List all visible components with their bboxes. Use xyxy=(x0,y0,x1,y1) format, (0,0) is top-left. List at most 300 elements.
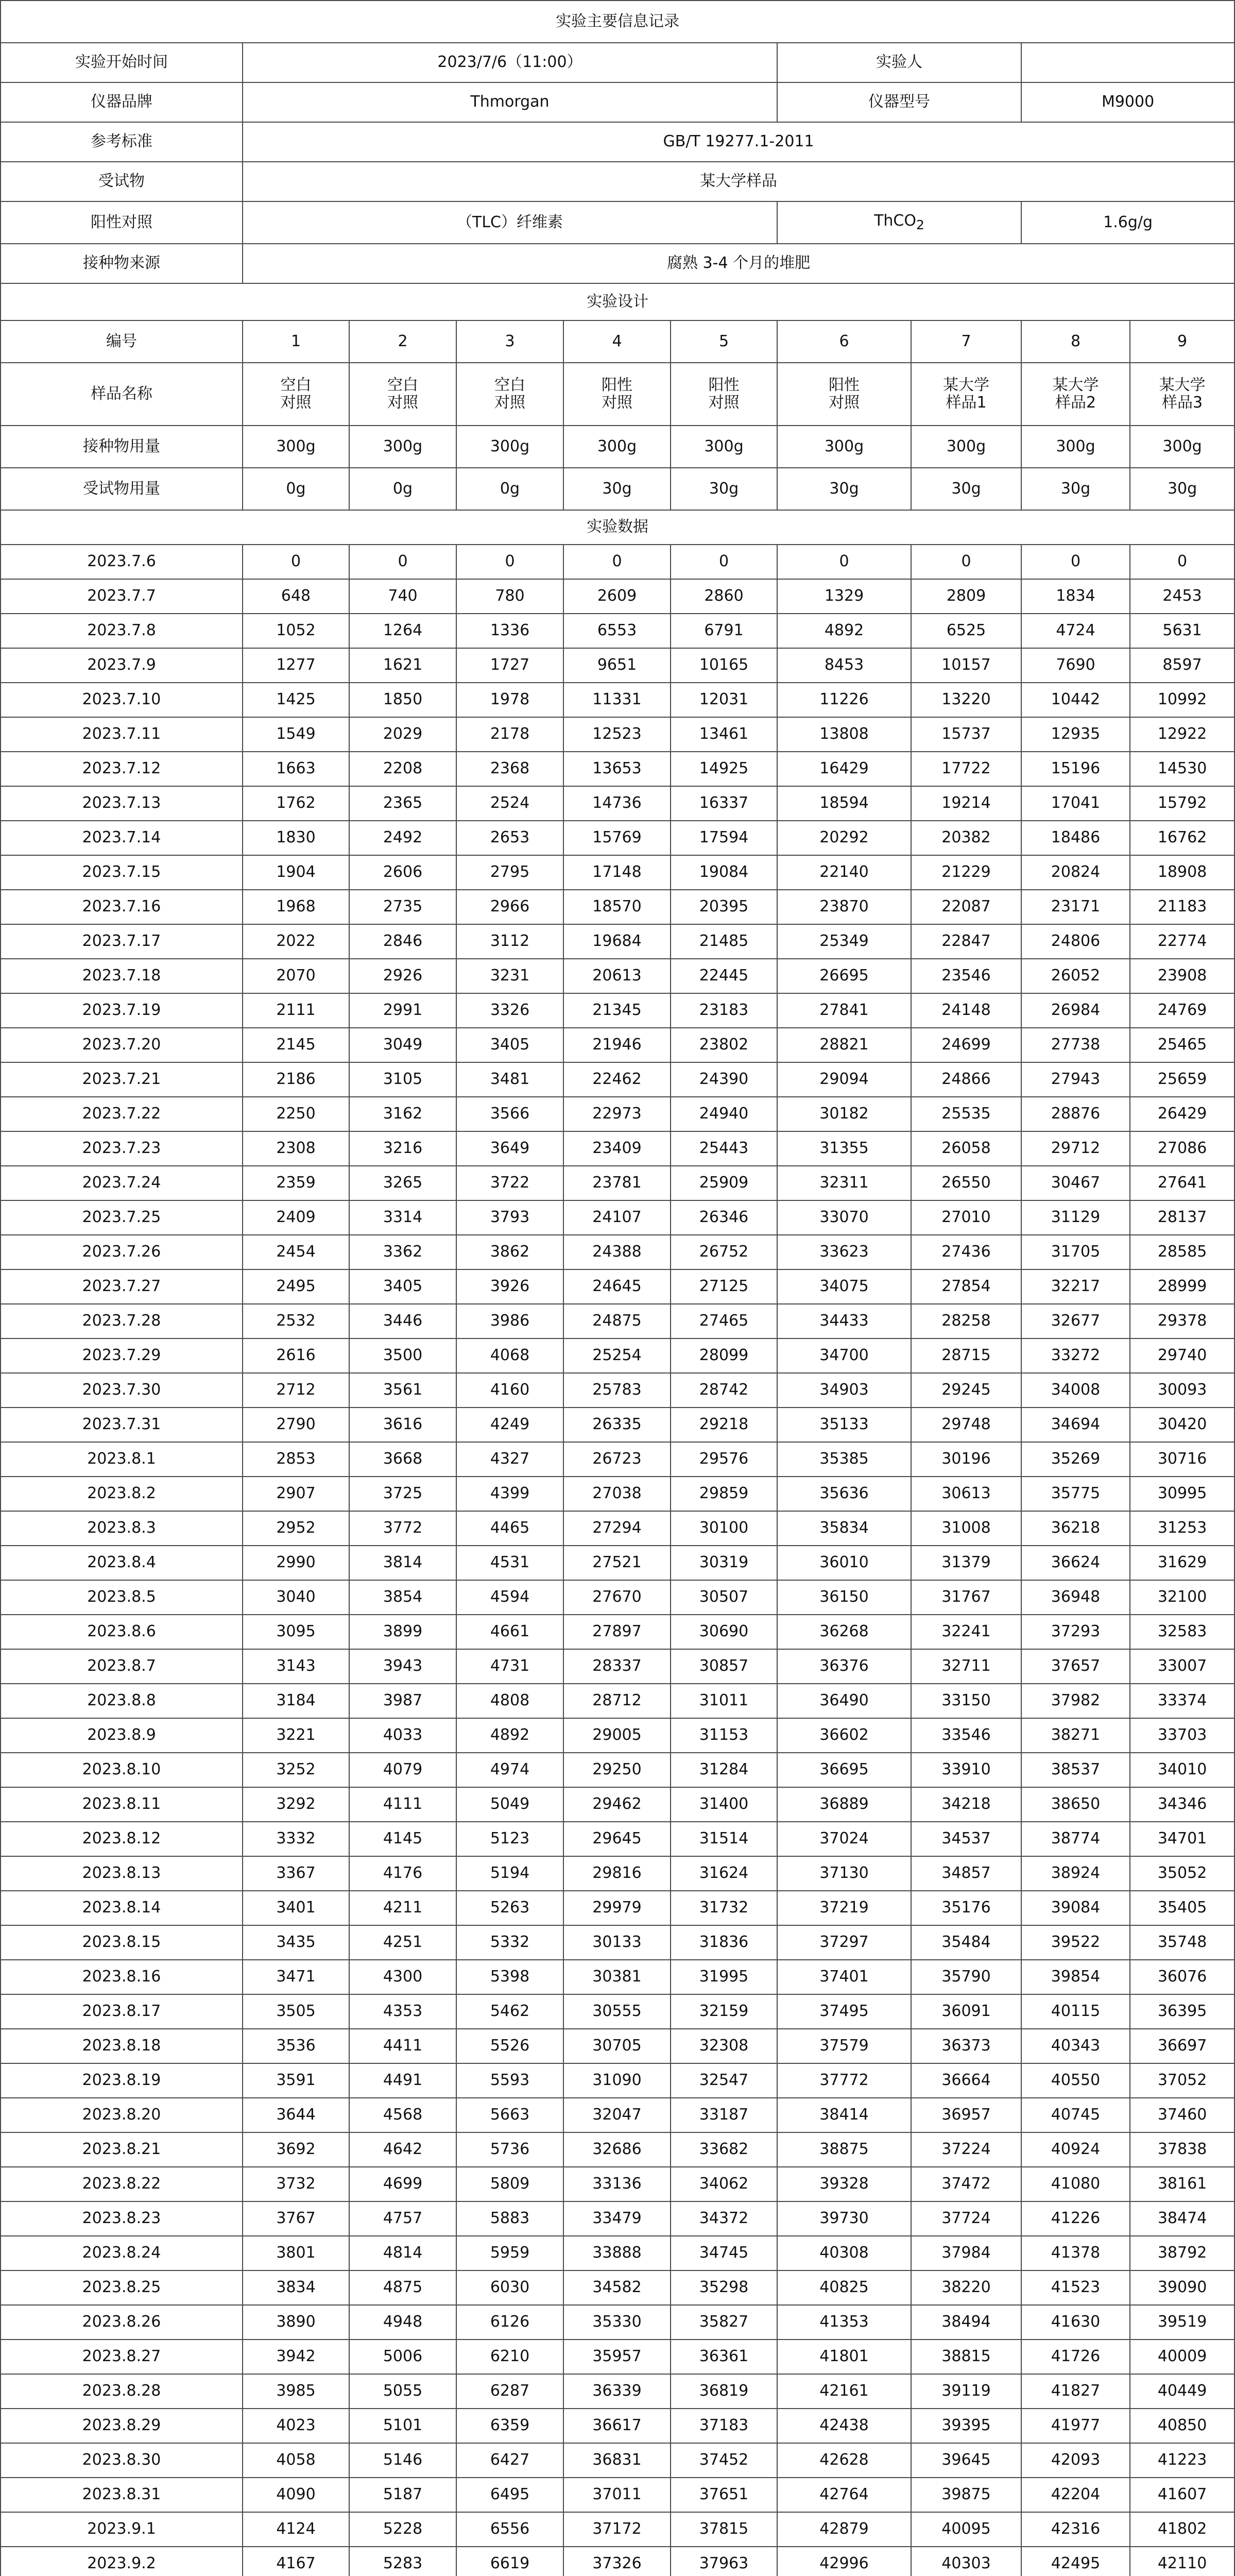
data-value: 740 xyxy=(349,579,456,614)
data-value: 30995 xyxy=(1130,1477,1234,1511)
inoculum-amount: 300g xyxy=(1130,426,1234,468)
data-value: 37052 xyxy=(1130,2063,1234,2098)
design-row-label: 受试物用量 xyxy=(1,468,243,510)
data-value: 29576 xyxy=(671,1442,777,1477)
data-value: 3732 xyxy=(243,2167,349,2201)
data-date: 2023.8.17 xyxy=(1,1994,243,2029)
data-date: 2023.7.24 xyxy=(1,1166,243,1200)
model-value: M9000 xyxy=(1021,82,1234,122)
subject-value: 某大学样品 xyxy=(243,162,1234,201)
data-value: 42316 xyxy=(1021,2512,1130,2547)
data-row xyxy=(1,752,1234,786)
data-value: 6287 xyxy=(456,2374,563,2409)
data-value: 31253 xyxy=(1130,1511,1234,1546)
data-value: 31011 xyxy=(671,1684,777,1718)
data-value: 2409 xyxy=(243,1200,349,1235)
data-row xyxy=(1,2512,1234,2547)
data-value: 22462 xyxy=(563,1062,671,1097)
data-date: 2023.7.14 xyxy=(1,821,243,855)
info-section-title: 实验主要信息记录 xyxy=(1,1,1234,43)
data-value: 26058 xyxy=(911,1131,1021,1166)
data-value: 3854 xyxy=(349,1580,456,1615)
data-value: 41801 xyxy=(777,2340,911,2374)
data-value: 5123 xyxy=(456,1822,563,1856)
data-value: 2795 xyxy=(456,855,563,890)
data-value: 35790 xyxy=(911,1960,1021,1994)
data-value: 4068 xyxy=(456,1338,563,1373)
data-value: 29859 xyxy=(671,1477,777,1511)
data-value: 14530 xyxy=(1130,752,1234,786)
data-value: 16429 xyxy=(777,752,911,786)
data-value: 17041 xyxy=(1021,786,1130,821)
data-value: 31514 xyxy=(671,1822,777,1856)
sample-name xyxy=(911,363,1021,426)
data-date: 2023.8.15 xyxy=(1,1925,243,1960)
data-value: 35834 xyxy=(777,1511,911,1546)
data-value: 30100 xyxy=(671,1511,777,1546)
data-date: 2023.8.8 xyxy=(1,1684,243,1718)
data-value: 4568 xyxy=(349,2098,456,2132)
data-value: 24940 xyxy=(671,1097,777,1131)
data-value: 4974 xyxy=(456,1753,563,1787)
sample-name-line: 阳性 xyxy=(708,376,740,394)
data-value: 38924 xyxy=(1021,1856,1130,1891)
data-value: 38271 xyxy=(1021,1718,1130,1753)
data-value: 17594 xyxy=(671,821,777,855)
design-row-label: 编号 xyxy=(1,320,243,363)
data-value: 28821 xyxy=(777,1028,911,1062)
data-date: 2023.7.15 xyxy=(1,855,243,890)
data-value: 1621 xyxy=(349,648,456,683)
data-value: 32547 xyxy=(671,2063,777,2098)
data-value: 37024 xyxy=(777,1822,911,1856)
data-value: 40850 xyxy=(1130,2409,1234,2443)
data-value: 37815 xyxy=(671,2512,777,2547)
data-value: 4724 xyxy=(1021,614,1130,648)
data-row xyxy=(1,1097,1234,1131)
data-value: 6210 xyxy=(456,2340,563,2374)
data-value: 38650 xyxy=(1021,1787,1130,1822)
data-value: 1052 xyxy=(243,614,349,648)
data-row xyxy=(1,614,1234,648)
data-row xyxy=(1,2029,1234,2063)
data-value: 24107 xyxy=(563,1200,671,1235)
data-value: 3446 xyxy=(349,1304,456,1338)
inoculum-amount: 300g xyxy=(1021,426,1130,468)
sample-name-line: 样品3 xyxy=(1162,394,1203,412)
data-value: 22774 xyxy=(1130,924,1234,959)
data-date: 2023.8.29 xyxy=(1,2409,243,2443)
data-value: 1277 xyxy=(243,648,349,683)
data-row xyxy=(1,1856,1234,1891)
data-value: 34372 xyxy=(671,2201,777,2236)
data-value: 4167 xyxy=(243,2547,349,2576)
sample-name xyxy=(777,363,911,426)
data-value: 36697 xyxy=(1130,2029,1234,2063)
data-date: 2023.8.4 xyxy=(1,1546,243,1580)
data-value: 35827 xyxy=(671,2305,777,2340)
data-row xyxy=(1,1511,1234,1546)
data-value: 30555 xyxy=(563,1994,671,2029)
data-value: 27521 xyxy=(563,1546,671,1580)
data-value: 3591 xyxy=(243,2063,349,2098)
data-value: 3162 xyxy=(349,1097,456,1131)
data-value: 35269 xyxy=(1021,1442,1130,1477)
data-value: 42495 xyxy=(1021,2547,1130,2576)
data-value: 29462 xyxy=(563,1787,671,1822)
data-value: 35052 xyxy=(1130,1856,1234,1891)
data-value: 1425 xyxy=(243,683,349,717)
data-value: 11331 xyxy=(563,683,671,717)
data-value: 5194 xyxy=(456,1856,563,1891)
sample-name-line: 阳性 xyxy=(829,376,860,394)
data-value: 32311 xyxy=(777,1166,911,1200)
data-value: 6495 xyxy=(456,2478,563,2512)
data-value: 4699 xyxy=(349,2167,456,2201)
data-row xyxy=(1,2201,1234,2236)
data-value: 18594 xyxy=(777,786,911,821)
data-value: 34694 xyxy=(1021,1408,1130,1442)
data-value: 28137 xyxy=(1130,1200,1234,1235)
data-value: 37183 xyxy=(671,2409,777,2443)
data-value: 23409 xyxy=(563,1131,671,1166)
data-value: 27436 xyxy=(911,1235,1021,1269)
data-value: 5736 xyxy=(456,2132,563,2167)
data-value: 27738 xyxy=(1021,1028,1130,1062)
data-value: 34346 xyxy=(1130,1787,1234,1822)
data-value: 31379 xyxy=(911,1546,1021,1580)
data-value: 36617 xyxy=(563,2409,671,2443)
data-value: 2712 xyxy=(243,1373,349,1408)
data-value: 4176 xyxy=(349,1856,456,1891)
sample-number: 9 xyxy=(1130,320,1234,363)
data-value: 3252 xyxy=(243,1753,349,1787)
data-value: 2208 xyxy=(349,752,456,786)
data-row xyxy=(1,2305,1234,2340)
data-value: 22140 xyxy=(777,855,911,890)
data-value: 29005 xyxy=(563,1718,671,1753)
data-value: 1830 xyxy=(243,821,349,855)
data-value: 4249 xyxy=(456,1408,563,1442)
data-row xyxy=(1,2443,1234,2478)
data-row xyxy=(1,1753,1234,1787)
data-row xyxy=(1,1269,1234,1304)
data-date: 2023.7.20 xyxy=(1,1028,243,1062)
data-value: 2368 xyxy=(456,752,563,786)
data-value: 30133 xyxy=(563,1925,671,1960)
model-label: 仪器型号 xyxy=(777,82,1021,122)
data-value: 31767 xyxy=(911,1580,1021,1615)
data-value: 26346 xyxy=(671,1200,777,1235)
data-value: 3314 xyxy=(349,1200,456,1235)
sample-name-line: 对照 xyxy=(602,394,632,412)
data-value: 12031 xyxy=(671,683,777,717)
data-value: 38474 xyxy=(1130,2201,1234,2236)
data-value: 34857 xyxy=(911,1856,1021,1891)
data-value: 31153 xyxy=(671,1718,777,1753)
data-value: 6556 xyxy=(456,2512,563,2547)
data-value: 18486 xyxy=(1021,821,1130,855)
inoculum-amount: 300g xyxy=(671,426,777,468)
data-row xyxy=(1,855,1234,890)
data-date: 2023.8.26 xyxy=(1,2305,243,2340)
data-value: 22973 xyxy=(563,1097,671,1131)
sample-name xyxy=(349,363,456,426)
design-row-label: 接种物用量 xyxy=(1,426,243,468)
data-value: 5187 xyxy=(349,2478,456,2512)
data-value: 2853 xyxy=(243,1442,349,1477)
data-value: 37772 xyxy=(777,2063,911,2098)
data-value: 0 xyxy=(563,545,671,579)
data-value: 19214 xyxy=(911,786,1021,821)
data-value: 42161 xyxy=(777,2374,911,2409)
data-value: 4124 xyxy=(243,2512,349,2547)
data-date: 2023.7.17 xyxy=(1,924,243,959)
data-value: 22445 xyxy=(671,959,777,993)
inoculum-value: 腐熟 3-4 个月的堆肥 xyxy=(243,244,1234,283)
test-amount: 30g xyxy=(1130,468,1234,510)
data-value: 32241 xyxy=(911,1615,1021,1649)
data-value: 38815 xyxy=(911,2340,1021,2374)
data-value: 38414 xyxy=(777,2098,911,2132)
data-row xyxy=(1,2270,1234,2305)
data-value: 3505 xyxy=(243,1994,349,2029)
design-section-title: 实验设计 xyxy=(1,283,1234,320)
data-value: 39395 xyxy=(911,2409,1021,2443)
data-value: 5006 xyxy=(349,2340,456,2374)
inoculum-label: 接种物来源 xyxy=(1,244,243,283)
data-value: 26984 xyxy=(1021,993,1130,1028)
data-value: 3435 xyxy=(243,1925,349,1960)
data-value: 9651 xyxy=(563,648,671,683)
design-test-row xyxy=(1,468,1234,510)
data-value: 3767 xyxy=(243,2201,349,2236)
data-value: 3986 xyxy=(456,1304,563,1338)
data-value: 3668 xyxy=(349,1442,456,1477)
data-value: 39084 xyxy=(1021,1891,1130,1925)
data-value: 32100 xyxy=(1130,1580,1234,1615)
data-value: 42628 xyxy=(777,2443,911,2478)
data-value: 5631 xyxy=(1130,614,1234,648)
data-value: 36624 xyxy=(1021,1546,1130,1580)
data-value: 37651 xyxy=(671,2478,777,2512)
data-value: 35636 xyxy=(777,1477,911,1511)
data-value: 32583 xyxy=(1130,1615,1234,1649)
data-value: 32047 xyxy=(563,2098,671,2132)
data-date: 2023.7.13 xyxy=(1,786,243,821)
data-value: 2966 xyxy=(456,890,563,924)
data-value: 1834 xyxy=(1021,579,1130,614)
data-value: 27841 xyxy=(777,993,911,1028)
data-row xyxy=(1,924,1234,959)
start-time-value: 2023/7/6（11:00） xyxy=(243,43,777,82)
data-value: 29378 xyxy=(1130,1304,1234,1338)
data-value: 30420 xyxy=(1130,1408,1234,1442)
data-value: 20613 xyxy=(563,959,671,993)
data-value: 33070 xyxy=(777,1200,911,1235)
positive-label: 阳性对照 xyxy=(1,201,243,244)
data-value: 36602 xyxy=(777,1718,911,1753)
data-value: 37838 xyxy=(1130,2132,1234,2167)
data-value: 34010 xyxy=(1130,1753,1234,1787)
data-value: 2145 xyxy=(243,1028,349,1062)
brand-label: 仪器品牌 xyxy=(1,82,243,122)
data-value: 26752 xyxy=(671,1235,777,1269)
sample-name-line: 对照 xyxy=(708,394,740,412)
data-value: 27854 xyxy=(911,1269,1021,1304)
data-row xyxy=(1,1373,1234,1408)
sample-name xyxy=(563,363,671,426)
data-value: 31836 xyxy=(671,1925,777,1960)
design-row-label: 样品名称 xyxy=(1,363,243,426)
data-value: 23546 xyxy=(911,959,1021,993)
positive-formula-subscript: 2 xyxy=(916,217,924,233)
data-value: 2860 xyxy=(671,579,777,614)
standard-value: GB/T 19277.1-2011 xyxy=(243,122,1234,162)
data-value: 4757 xyxy=(349,2201,456,2236)
data-date: 2023.8.6 xyxy=(1,1615,243,1649)
data-value: 4875 xyxy=(349,2270,456,2305)
data-row xyxy=(1,1649,1234,1684)
data-value: 3942 xyxy=(243,2340,349,2374)
sample-number: 3 xyxy=(456,320,563,363)
data-value: 4160 xyxy=(456,1373,563,1408)
data-value: 36076 xyxy=(1130,1960,1234,1994)
sample-name xyxy=(671,363,777,426)
data-value: 36376 xyxy=(777,1649,911,1684)
data-value: 7690 xyxy=(1021,648,1130,683)
data-value: 31629 xyxy=(1130,1546,1234,1580)
data-value: 40308 xyxy=(777,2236,911,2270)
data-value: 31995 xyxy=(671,1960,777,1994)
data-value: 18570 xyxy=(563,890,671,924)
sample-name-line: 某大学 xyxy=(943,376,989,394)
data-date: 2023.7.10 xyxy=(1,683,243,717)
data-row xyxy=(1,1028,1234,1062)
data-value: 23870 xyxy=(777,890,911,924)
data-value: 4145 xyxy=(349,1822,456,1856)
data-date: 2023.8.28 xyxy=(1,2374,243,2409)
design-number-row xyxy=(1,320,1234,363)
data-value: 3095 xyxy=(243,1615,349,1649)
data-value: 37495 xyxy=(777,1994,911,2029)
data-row xyxy=(1,683,1234,717)
data-date: 2023.8.18 xyxy=(1,2029,243,2063)
data-value: 37172 xyxy=(563,2512,671,2547)
data-value: 2454 xyxy=(243,1235,349,1269)
data-value: 28099 xyxy=(671,1338,777,1373)
data-value: 35775 xyxy=(1021,1477,1130,1511)
data-value: 15769 xyxy=(563,821,671,855)
data-value: 3890 xyxy=(243,2305,349,2340)
data-date: 2023.8.10 xyxy=(1,1753,243,1787)
data-value: 3184 xyxy=(243,1684,349,1718)
data-value: 25659 xyxy=(1130,1062,1234,1097)
data-value: 27943 xyxy=(1021,1062,1130,1097)
data-value: 29094 xyxy=(777,1062,911,1097)
data-date: 2023.7.28 xyxy=(1,1304,243,1338)
data-date: 2023.8.7 xyxy=(1,1649,243,1684)
data-value: 30182 xyxy=(777,1097,911,1131)
data-value: 4079 xyxy=(349,1753,456,1787)
data-value: 32159 xyxy=(671,1994,777,2029)
data-value: 3231 xyxy=(456,959,563,993)
data-value: 5809 xyxy=(456,2167,563,2201)
data-value: 26335 xyxy=(563,1408,671,1442)
data-value: 3367 xyxy=(243,1856,349,1891)
data-date: 2023.7.19 xyxy=(1,993,243,1028)
data-value: 2308 xyxy=(243,1131,349,1166)
data-value: 6359 xyxy=(456,2409,563,2443)
data-value: 41726 xyxy=(1021,2340,1130,2374)
test-amount: 30g xyxy=(1021,468,1130,510)
data-value: 5283 xyxy=(349,2547,456,2576)
data-value: 33682 xyxy=(671,2132,777,2167)
data-value: 3481 xyxy=(456,1062,563,1097)
sample-name-line: 对照 xyxy=(829,394,860,412)
data-value: 17722 xyxy=(911,752,1021,786)
data-date: 2023.7.12 xyxy=(1,752,243,786)
data-value: 1336 xyxy=(456,614,563,648)
data-value: 24866 xyxy=(911,1062,1021,1097)
data-value: 33150 xyxy=(911,1684,1021,1718)
data-value: 24769 xyxy=(1130,993,1234,1028)
data-value: 3801 xyxy=(243,2236,349,2270)
data-value: 33187 xyxy=(671,2098,777,2132)
data-value: 39875 xyxy=(911,2478,1021,2512)
data-value: 4731 xyxy=(456,1649,563,1684)
data-row xyxy=(1,1131,1234,1166)
data-value: 31732 xyxy=(671,1891,777,1925)
data-value: 24699 xyxy=(911,1028,1021,1062)
inoculum-amount: 300g xyxy=(243,426,349,468)
data-value: 33888 xyxy=(563,2236,671,2270)
data-value: 35405 xyxy=(1130,1891,1234,1925)
data-value: 6525 xyxy=(911,614,1021,648)
data-value: 40550 xyxy=(1021,2063,1130,2098)
data-value: 3644 xyxy=(243,2098,349,2132)
data-value: 2606 xyxy=(349,855,456,890)
data-value: 31008 xyxy=(911,1511,1021,1546)
data-row xyxy=(1,1477,1234,1511)
data-value: 30716 xyxy=(1130,1442,1234,1477)
data-value: 2178 xyxy=(456,717,563,752)
data-value: 41977 xyxy=(1021,2409,1130,2443)
data-date: 2023.7.16 xyxy=(1,890,243,924)
test-amount: 30g xyxy=(563,468,671,510)
data-value: 29645 xyxy=(563,1822,671,1856)
data-value: 36490 xyxy=(777,1684,911,1718)
data-value: 24390 xyxy=(671,1062,777,1097)
data-value: 2532 xyxy=(243,1304,349,1338)
data-value: 2991 xyxy=(349,993,456,1028)
data-value: 2359 xyxy=(243,1166,349,1200)
data-value: 3326 xyxy=(456,993,563,1028)
data-value: 30507 xyxy=(671,1580,777,1615)
data-value: 41226 xyxy=(1021,2201,1130,2236)
data-value: 4327 xyxy=(456,1442,563,1477)
data-value: 32677 xyxy=(1021,1304,1130,1338)
data-value: 29748 xyxy=(911,1408,1021,1442)
data-value: 24645 xyxy=(563,1269,671,1304)
data-value: 25443 xyxy=(671,1131,777,1166)
data-value: 23908 xyxy=(1130,959,1234,993)
data-value: 6126 xyxy=(456,2305,563,2340)
data-value: 26550 xyxy=(911,1166,1021,1200)
data-value: 5332 xyxy=(456,1925,563,1960)
data-row xyxy=(1,2478,1234,2512)
data-value: 35748 xyxy=(1130,1925,1234,1960)
